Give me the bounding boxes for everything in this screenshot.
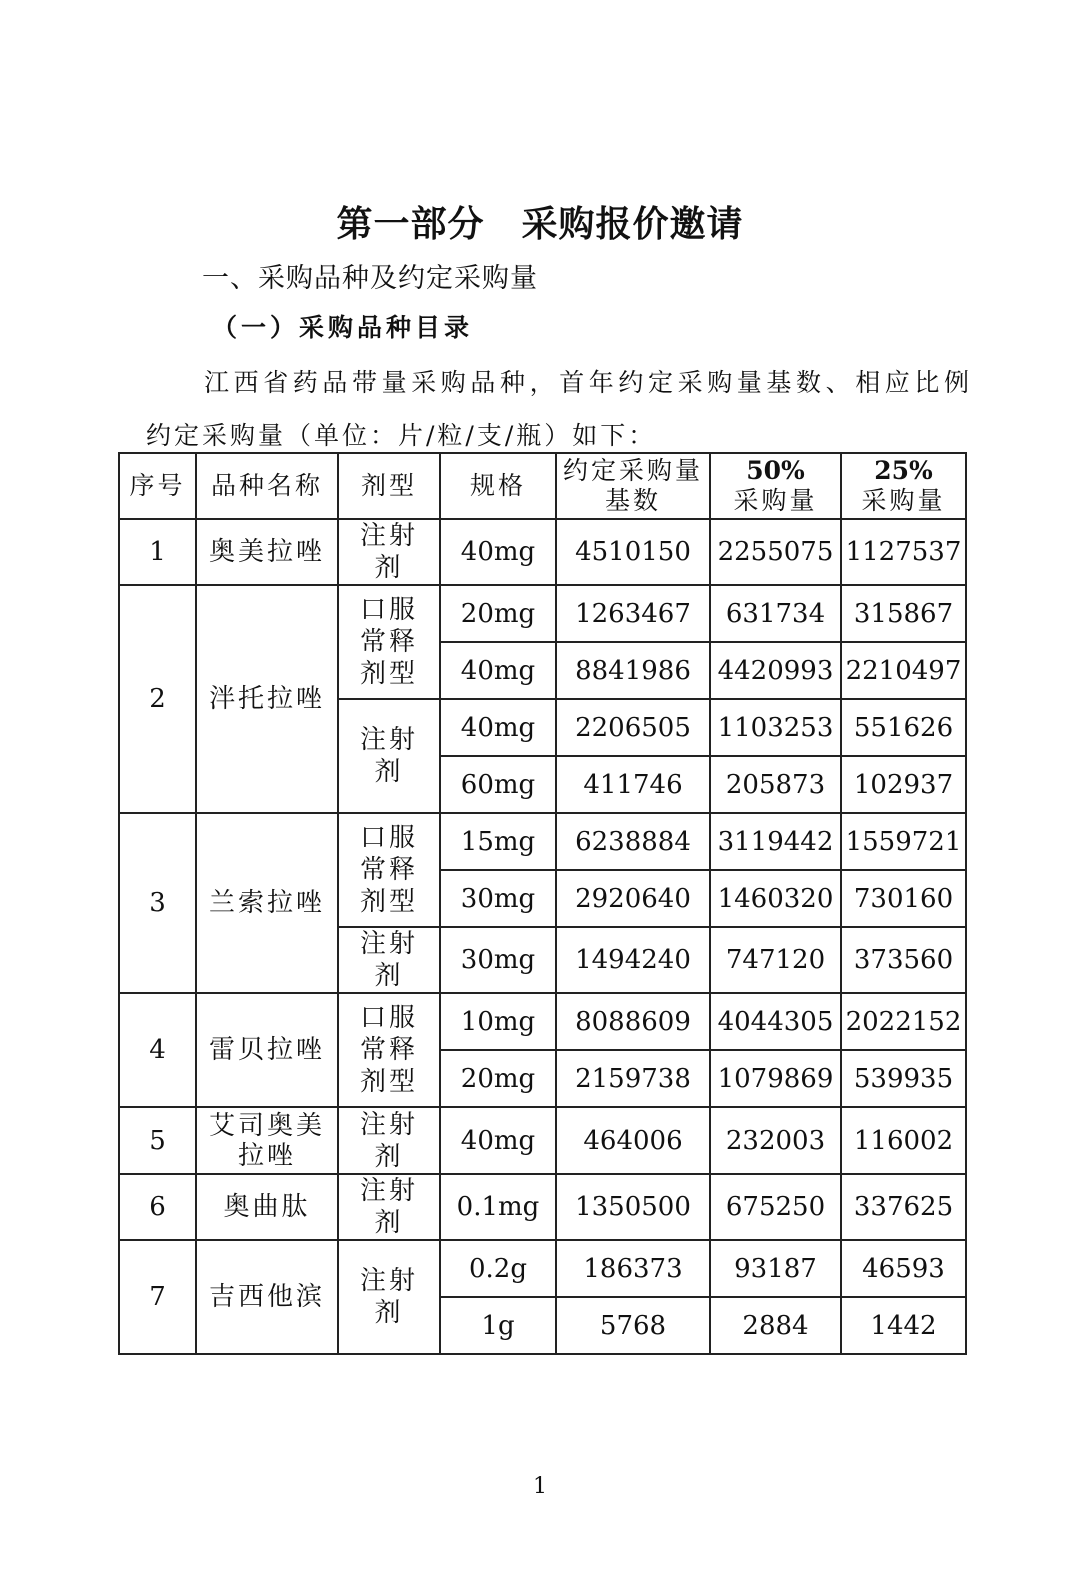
cell-base: 411746 xyxy=(556,756,710,813)
header-p25-line-2: 采购量 xyxy=(861,486,946,515)
cell-spec: 10mg xyxy=(440,993,556,1050)
cell-base: 6238884 xyxy=(556,813,710,870)
cell-spec: 20mg xyxy=(440,585,556,642)
cell-spec: 1g xyxy=(440,1297,556,1354)
cell-form: 口服常释剂型 xyxy=(338,585,440,699)
cell-spec: 40mg xyxy=(440,1107,556,1174)
cell-name: 吉西他滨 xyxy=(196,1240,338,1354)
cell-seq: 6 xyxy=(119,1174,196,1240)
cell-p25: 116002 xyxy=(841,1107,966,1174)
cell-p50: 4044305 xyxy=(710,993,841,1050)
cell-p50: 4420993 xyxy=(710,642,841,699)
cell-p25: 373560 xyxy=(841,927,966,993)
header-p50-line-2: 采购量 xyxy=(733,486,818,515)
cell-seq: 5 xyxy=(119,1107,196,1174)
cell-p25: 730160 xyxy=(841,870,966,927)
cell-p50: 2255075 xyxy=(710,519,841,585)
cell-name: 奥曲肽 xyxy=(196,1174,338,1240)
cell-name: 泮托拉唑 xyxy=(196,585,338,813)
cell-spec: 40mg xyxy=(440,519,556,585)
cell-base: 2159738 xyxy=(556,1050,710,1107)
cell-form: 注射剂 xyxy=(338,927,440,993)
header-p50-line-1: 50% xyxy=(746,456,805,485)
cell-p25: 46593 xyxy=(841,1240,966,1297)
cell-p25: 1442 xyxy=(841,1297,966,1354)
cell-spec: 15mg xyxy=(440,813,556,870)
table-row xyxy=(119,1174,966,1240)
table-row xyxy=(119,1107,966,1174)
header-p25 xyxy=(841,453,966,519)
cell-form: 注射剂 xyxy=(338,699,440,813)
cell-base: 464006 xyxy=(556,1107,710,1174)
cell-spec: 40mg xyxy=(440,699,556,756)
cell-base: 1350500 xyxy=(556,1174,710,1240)
header-p25-line-1: 25% xyxy=(874,456,933,485)
intro-paragraph-line-2: 约定采购量（单位：片/粒/支/瓶）如下： xyxy=(146,421,657,450)
table-row xyxy=(119,585,966,642)
cell-p50: 205873 xyxy=(710,756,841,813)
cell-base: 2920640 xyxy=(556,870,710,927)
cell-p50: 2884 xyxy=(710,1297,841,1354)
cell-form: 注射剂 xyxy=(338,1174,440,1240)
cell-p25: 1559721 xyxy=(841,813,966,870)
header-spec: 规格 xyxy=(440,453,556,519)
cell-p50: 3119442 xyxy=(710,813,841,870)
cell-p25: 315867 xyxy=(841,585,966,642)
header-base xyxy=(556,453,710,519)
cell-spec: 60mg xyxy=(440,756,556,813)
cell-base: 2206505 xyxy=(556,699,710,756)
cell-spec: 20mg xyxy=(440,1050,556,1107)
cell-seq: 2 xyxy=(119,585,196,813)
cell-p50: 93187 xyxy=(710,1240,841,1297)
cell-base: 186373 xyxy=(556,1240,710,1297)
cell-p25: 2210497 xyxy=(841,642,966,699)
cell-spec: 40mg xyxy=(440,642,556,699)
cell-spec: 30mg xyxy=(440,927,556,993)
cell-form: 口服常释剂型 xyxy=(338,993,440,1107)
cell-p25: 539935 xyxy=(841,1050,966,1107)
cell-base: 8841986 xyxy=(556,642,710,699)
page-number: 1 xyxy=(533,1474,547,1499)
intro-paragraph-line-1: 江西省药品带量采购品种，首年约定采购量基数、相应比例 xyxy=(204,368,974,397)
table-row xyxy=(119,993,966,1050)
page-title: 第一部分 采购报价邀请 xyxy=(336,204,744,245)
cell-spec: 30mg xyxy=(440,870,556,927)
header-form: 剂型 xyxy=(338,453,440,519)
cell-seq: 4 xyxy=(119,993,196,1107)
cell-spec: 0.2g xyxy=(440,1240,556,1297)
table-row xyxy=(119,813,966,870)
cell-p50: 1103253 xyxy=(710,699,841,756)
header-base-line-2: 基数 xyxy=(604,486,661,515)
cell-p25: 102937 xyxy=(841,756,966,813)
header-p50 xyxy=(710,453,841,519)
cell-p50: 747120 xyxy=(710,927,841,993)
cell-base: 1494240 xyxy=(556,927,710,993)
header-name: 品种名称 xyxy=(196,453,338,519)
cell-form: 注射剂 xyxy=(338,519,440,585)
table-row xyxy=(119,519,966,585)
cell-name: 雷贝拉唑 xyxy=(196,993,338,1107)
cell-p50: 232003 xyxy=(710,1107,841,1174)
table-row xyxy=(119,1240,966,1297)
cell-name: 奥美拉唑 xyxy=(196,519,338,585)
cell-seq: 7 xyxy=(119,1240,196,1354)
cell-p25: 551626 xyxy=(841,699,966,756)
cell-base: 5768 xyxy=(556,1297,710,1354)
subsection-heading: （一）采购品种目录 xyxy=(212,313,474,342)
cell-p25: 337625 xyxy=(841,1174,966,1240)
cell-seq: 3 xyxy=(119,813,196,993)
cell-base: 4510150 xyxy=(556,519,710,585)
header-base-line-1: 约定采购量 xyxy=(562,456,703,485)
cell-base: 1263467 xyxy=(556,585,710,642)
cell-seq: 1 xyxy=(119,519,196,585)
procurement-catalog-table xyxy=(118,452,967,1355)
cell-p50: 1079869 xyxy=(710,1050,841,1107)
section-heading: 一、采购品种及约定采购量 xyxy=(202,263,538,294)
cell-form: 注射剂 xyxy=(338,1240,440,1354)
cell-name: 艾司奥美拉唑 xyxy=(196,1107,338,1174)
cell-p25: 1127537 xyxy=(841,519,966,585)
header-seq: 序号 xyxy=(119,453,196,519)
cell-form: 注射剂 xyxy=(338,1107,440,1174)
table-header-row xyxy=(119,453,966,519)
cell-spec: 0.1mg xyxy=(440,1174,556,1240)
cell-p50: 675250 xyxy=(710,1174,841,1240)
cell-form: 口服常释剂型 xyxy=(338,813,440,927)
cell-p25: 2022152 xyxy=(841,993,966,1050)
cell-base: 8088609 xyxy=(556,993,710,1050)
table-body xyxy=(119,519,966,1354)
cell-name: 兰索拉唑 xyxy=(196,813,338,993)
cell-p50: 631734 xyxy=(710,585,841,642)
cell-p50: 1460320 xyxy=(710,870,841,927)
